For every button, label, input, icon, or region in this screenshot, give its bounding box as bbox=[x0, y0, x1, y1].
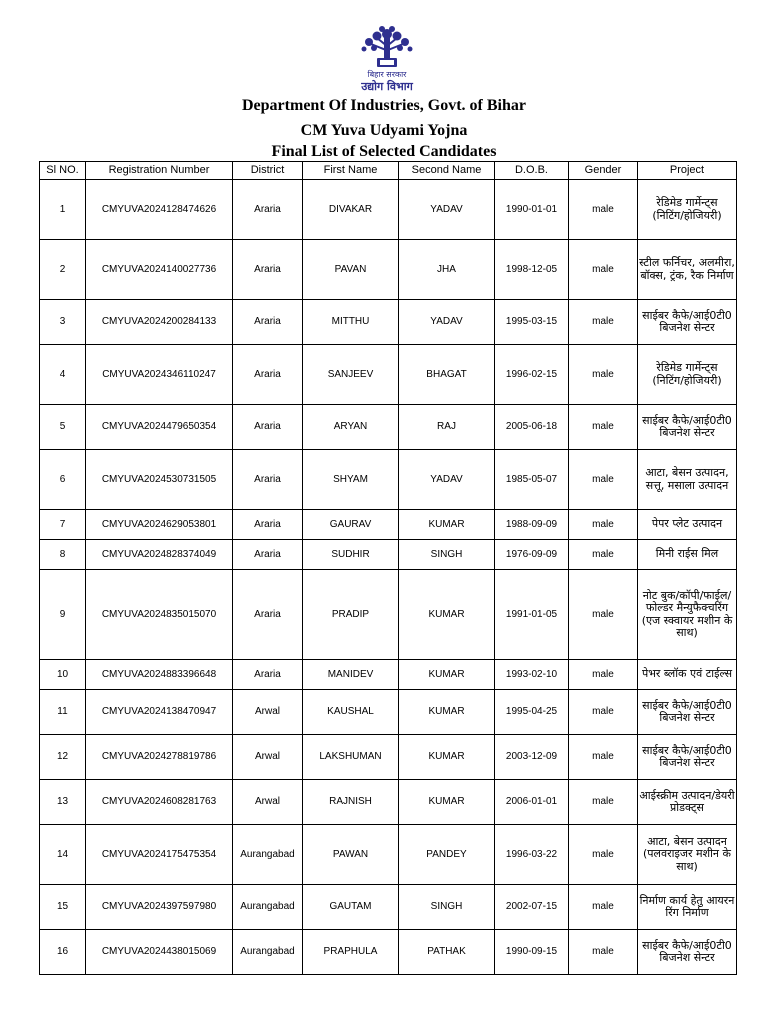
dob-cell: 1985-05-07 bbox=[495, 450, 569, 510]
first-name-cell: KAUSHAL bbox=[303, 690, 399, 735]
project-cell: रेडिमेड गार्मेन्ट्स (निटिंग/होजियरी) bbox=[638, 180, 737, 240]
table-row bbox=[40, 180, 737, 240]
gender-cell: male bbox=[569, 570, 638, 660]
logo-caption-government: बिहार सरकार bbox=[367, 70, 407, 79]
table-row bbox=[40, 540, 737, 570]
second-name-cell: RAJ bbox=[399, 405, 495, 450]
second-name-cell: KUMAR bbox=[399, 510, 495, 540]
registration-number-cell: CMYUVA2024278819786 bbox=[86, 735, 233, 780]
project-cell: स्टील फर्निचर, अलमीरा, बॉक्स, ट्रंक, रैक निर्माण bbox=[638, 240, 737, 300]
first-name-cell: SANJEEV bbox=[303, 345, 399, 405]
gender-cell: male bbox=[569, 345, 638, 405]
second-name-cell: KUMAR bbox=[399, 570, 495, 660]
dob-cell: 1990-01-01 bbox=[495, 180, 569, 240]
project-cell: आटा, बेसन उत्पादन (पलवराइजर मशीन के साथ) bbox=[638, 825, 737, 885]
gender-cell: male bbox=[569, 735, 638, 780]
table-row bbox=[40, 660, 737, 690]
sl-no-cell: 15 bbox=[40, 885, 86, 930]
district-cell: Araria bbox=[233, 510, 303, 540]
registration-number-cell: CMYUVA2024629053801 bbox=[86, 510, 233, 540]
dob-cell: 1995-03-15 bbox=[495, 300, 569, 345]
second-name-cell: BHAGAT bbox=[399, 345, 495, 405]
dob-cell: 1995-04-25 bbox=[495, 690, 569, 735]
table-row bbox=[40, 690, 737, 735]
second-name-cell: YADAV bbox=[399, 180, 495, 240]
gender-cell: male bbox=[569, 405, 638, 450]
column-header: Registration Number bbox=[86, 162, 233, 180]
gender-cell: male bbox=[569, 690, 638, 735]
sl-no-cell: 14 bbox=[40, 825, 86, 885]
registration-number-cell: CMYUVA2024828374049 bbox=[86, 540, 233, 570]
table-row bbox=[40, 825, 737, 885]
tree-emblem-icon bbox=[333, 24, 441, 70]
dob-cell: 1990-09-15 bbox=[495, 930, 569, 975]
column-header: First Name bbox=[303, 162, 399, 180]
dob-cell: 1991-01-05 bbox=[495, 570, 569, 660]
project-cell: निर्माण कार्य हेतु आयरन रिंग निर्माण bbox=[638, 885, 737, 930]
dob-cell: 1998-12-05 bbox=[495, 240, 569, 300]
dob-cell: 1993-02-10 bbox=[495, 660, 569, 690]
sl-no-cell: 3 bbox=[40, 300, 86, 345]
gender-cell: male bbox=[569, 180, 638, 240]
page-title: Department Of Industries, Govt. of Bihar bbox=[242, 97, 526, 114]
gender-cell: male bbox=[569, 240, 638, 300]
table-row bbox=[40, 930, 737, 975]
dob-cell: 2003-12-09 bbox=[495, 735, 569, 780]
registration-number-cell: CMYUVA2024128474626 bbox=[86, 180, 233, 240]
table-body bbox=[40, 180, 737, 975]
district-cell: Araria bbox=[233, 450, 303, 510]
gender-cell: male bbox=[569, 825, 638, 885]
column-header: District bbox=[233, 162, 303, 180]
project-cell: साईबर कैफे/आई0टी0 बिजनेश सेन्टर bbox=[638, 930, 737, 975]
first-name-cell: PRAPHULA bbox=[303, 930, 399, 975]
district-cell: Arwal bbox=[233, 780, 303, 825]
logo-caption-department: उद्योग विभाग bbox=[361, 80, 413, 93]
gender-cell: male bbox=[569, 930, 638, 975]
district-cell: Araria bbox=[233, 570, 303, 660]
second-name-cell: KUMAR bbox=[399, 690, 495, 735]
candidates-table bbox=[39, 161, 737, 975]
registration-number-cell: CMYUVA2024140027736 bbox=[86, 240, 233, 300]
table-row bbox=[40, 240, 737, 300]
project-cell: साईबर कैफे/आई0टी0 बिजनेश सेन्टर bbox=[638, 690, 737, 735]
dob-cell: 2005-06-18 bbox=[495, 405, 569, 450]
sl-no-cell: 9 bbox=[40, 570, 86, 660]
sl-no-cell: 7 bbox=[40, 510, 86, 540]
table-row bbox=[40, 780, 737, 825]
project-cell: आटा, बेसन उत्पादन, सत्तू, मसाला उत्पादन bbox=[638, 450, 737, 510]
gender-cell: male bbox=[569, 885, 638, 930]
first-name-cell: DIVAKAR bbox=[303, 180, 399, 240]
first-name-cell: MANIDEV bbox=[303, 660, 399, 690]
registration-number-cell: CMYUVA2024835015070 bbox=[86, 570, 233, 660]
sl-no-cell: 13 bbox=[40, 780, 86, 825]
gender-cell: male bbox=[569, 450, 638, 510]
sl-no-cell: 10 bbox=[40, 660, 86, 690]
table-row bbox=[40, 345, 737, 405]
table-row bbox=[40, 570, 737, 660]
second-name-cell: KUMAR bbox=[399, 780, 495, 825]
gender-cell: male bbox=[569, 780, 638, 825]
sl-no-cell: 1 bbox=[40, 180, 86, 240]
column-header: Project bbox=[638, 162, 737, 180]
column-header: Gender bbox=[569, 162, 638, 180]
registration-number-cell: CMYUVA2024883396648 bbox=[86, 660, 233, 690]
dob-cell: 2002-07-15 bbox=[495, 885, 569, 930]
table-row bbox=[40, 735, 737, 780]
registration-number-cell: CMYUVA2024138470947 bbox=[86, 690, 233, 735]
second-name-cell: KUMAR bbox=[399, 735, 495, 780]
sl-no-cell: 8 bbox=[40, 540, 86, 570]
table-row bbox=[40, 405, 737, 450]
gender-cell: male bbox=[569, 660, 638, 690]
sl-no-cell: 11 bbox=[40, 690, 86, 735]
first-name-cell: RAJNISH bbox=[303, 780, 399, 825]
district-cell: Aurangabad bbox=[233, 930, 303, 975]
second-name-cell: PATHAK bbox=[399, 930, 495, 975]
registration-number-cell: CMYUVA2024200284133 bbox=[86, 300, 233, 345]
sl-no-cell: 6 bbox=[40, 450, 86, 510]
district-cell: Araria bbox=[233, 405, 303, 450]
dob-cell: 1996-02-15 bbox=[495, 345, 569, 405]
district-cell: Arwal bbox=[233, 690, 303, 735]
first-name-cell: GAURAV bbox=[303, 510, 399, 540]
dob-cell: 2006-01-01 bbox=[495, 780, 569, 825]
second-name-cell: SINGH bbox=[399, 885, 495, 930]
first-name-cell: GAUTAM bbox=[303, 885, 399, 930]
district-cell: Araria bbox=[233, 660, 303, 690]
district-cell: Aurangabad bbox=[233, 885, 303, 930]
table-row bbox=[40, 300, 737, 345]
registration-number-cell: CMYUVA2024608281763 bbox=[86, 780, 233, 825]
district-cell: Aurangabad bbox=[233, 825, 303, 885]
registration-number-cell: CMYUVA2024397597980 bbox=[86, 885, 233, 930]
sl-no-cell: 5 bbox=[40, 405, 86, 450]
project-cell: नोट बुक/कॉपी/फाईल/फोल्डर मैन्युफैक्चरिंग (एज स्क्वायर मशीन के साथ) bbox=[638, 570, 737, 660]
district-cell: Araria bbox=[233, 240, 303, 300]
column-header: Second Name bbox=[399, 162, 495, 180]
gender-cell: male bbox=[569, 540, 638, 570]
project-cell: पेभर ब्लॉक एवं टाईल्स bbox=[638, 660, 737, 690]
registration-number-cell: CMYUVA2024175475354 bbox=[86, 825, 233, 885]
project-cell: मिनी राईस मिल bbox=[638, 540, 737, 570]
first-name-cell: SHYAM bbox=[303, 450, 399, 510]
list-title: Final List of Selected Candidates bbox=[271, 143, 497, 160]
second-name-cell: PANDEY bbox=[399, 825, 495, 885]
column-header: D.O.B. bbox=[495, 162, 569, 180]
registration-number-cell: CMYUVA2024438015069 bbox=[86, 930, 233, 975]
sl-no-cell: 4 bbox=[40, 345, 86, 405]
dob-cell: 1988-09-09 bbox=[495, 510, 569, 540]
second-name-cell: KUMAR bbox=[399, 660, 495, 690]
district-cell: Arwal bbox=[233, 735, 303, 780]
second-name-cell: YADAV bbox=[399, 300, 495, 345]
table-header-row bbox=[40, 162, 737, 180]
second-name-cell: JHA bbox=[399, 240, 495, 300]
second-name-cell: YADAV bbox=[399, 450, 495, 510]
registration-number-cell: CMYUVA2024346110247 bbox=[86, 345, 233, 405]
registration-number-cell: CMYUVA2024479650354 bbox=[86, 405, 233, 450]
district-cell: Araria bbox=[233, 540, 303, 570]
first-name-cell: SUDHIR bbox=[303, 540, 399, 570]
district-cell: Araria bbox=[233, 300, 303, 345]
first-name-cell: LAKSHUMAN bbox=[303, 735, 399, 780]
dob-cell: 1996-03-22 bbox=[495, 825, 569, 885]
department-logo bbox=[333, 24, 441, 94]
first-name-cell: PRADIP bbox=[303, 570, 399, 660]
dob-cell: 1976-09-09 bbox=[495, 540, 569, 570]
table-row bbox=[40, 450, 737, 510]
table-row bbox=[40, 885, 737, 930]
sl-no-cell: 2 bbox=[40, 240, 86, 300]
gender-cell: male bbox=[569, 510, 638, 540]
district-cell: Araria bbox=[233, 345, 303, 405]
sl-no-cell: 16 bbox=[40, 930, 86, 975]
first-name-cell: MITTHU bbox=[303, 300, 399, 345]
first-name-cell: ARYAN bbox=[303, 405, 399, 450]
project-cell: रेडिमेड गार्मेन्ट्स (निटिंग/होजियरी) bbox=[638, 345, 737, 405]
project-cell: पेपर प्लेट उत्पादन bbox=[638, 510, 737, 540]
project-cell: साईबर कैफे/आई0टी0 बिजनेश सेन्टर bbox=[638, 735, 737, 780]
district-cell: Araria bbox=[233, 180, 303, 240]
project-cell: साईबर कैफे/आई0टी0 बिजनेश सेन्टर bbox=[638, 300, 737, 345]
first-name-cell: PAVAN bbox=[303, 240, 399, 300]
first-name-cell: PAWAN bbox=[303, 825, 399, 885]
scheme-title: CM Yuva Udyami Yojna bbox=[300, 122, 468, 139]
table-row bbox=[40, 510, 737, 540]
sl-no-cell: 12 bbox=[40, 735, 86, 780]
project-cell: साईबर कैफे/आई0टी0 बिजनेश सेन्टर bbox=[638, 405, 737, 450]
project-cell: आईस्क्रीम उत्पादन/डेयरी प्रोडक्ट्स bbox=[638, 780, 737, 825]
second-name-cell: SINGH bbox=[399, 540, 495, 570]
column-header: Sl NO. bbox=[40, 162, 86, 180]
registration-number-cell: CMYUVA2024530731505 bbox=[86, 450, 233, 510]
gender-cell: male bbox=[569, 300, 638, 345]
